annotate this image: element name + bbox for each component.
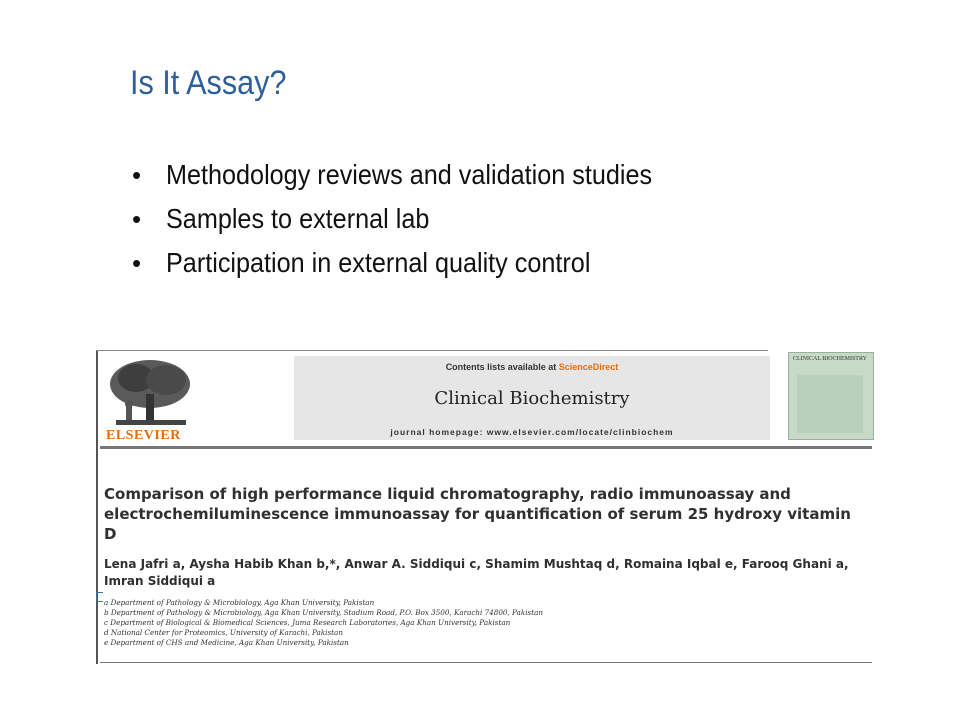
contents-line (294, 362, 770, 372)
journal-homepage: journal homepage: www.elsevier.com/locate/clinbiochem (390, 427, 674, 437)
journal-name: Clinical Biochemistry (434, 388, 630, 409)
bullet-item (130, 243, 706, 287)
affiliation-item: b Department of Pathology & Microbiology, Aga Khan University, Stadium Road, P.O. Box 3500, Karachi 74800, Pakistan (104, 608, 543, 617)
bullet-list (130, 155, 706, 287)
sciencedirect-link[interactable]: ScienceDirect (558, 362, 619, 372)
bullet-text: Samples to external lab (166, 203, 430, 234)
bullet-dot-icon: • (132, 204, 142, 234)
bracket-mark (96, 592, 103, 602)
bullet-dot-icon: • (132, 160, 142, 190)
bullet-text: Participation in external quality control (166, 247, 591, 278)
affiliation-item: c Department of Biological & Biomedical Sciences, Juma Research Laboratories, Aga Khan University, Pakistan (104, 618, 511, 627)
journal-cover-thumbnail (788, 352, 874, 440)
bullet-item (130, 199, 706, 243)
bullet-item (130, 155, 706, 199)
article-authors: Lena Jafri a, Aysha Habib Khan b,*, Anwar A. Siddiqui c, Shamim Mushtaq d, Romaina Iqbal e, Farooq Ghani a, Imran Siddiqui a (104, 557, 849, 588)
journal-article-image (96, 350, 876, 664)
elsevier-wordmark: ELSEVIER (106, 428, 181, 443)
cover-panel (797, 375, 863, 433)
slide-title: Is It Assay? (130, 64, 287, 102)
affiliation-item: a Department of Pathology & Microbiology, Aga Khan University, Pakistan (104, 598, 375, 607)
journal-title-box (294, 356, 770, 440)
bottom-rule (100, 662, 872, 663)
journal-header (98, 354, 770, 443)
article-title: Comparison of high performance liquid chromatography, radio immunoassay and electrochemiluminescence immunoassay for quantification of serum 25 hydroxy vitamin D (104, 485, 851, 543)
bullet-text: Methodology reviews and validation studies (166, 159, 653, 190)
affiliation-list (104, 598, 864, 648)
affiliation-item: e Department of CHS and Medicine, Aga Khan University, Pakistan (104, 638, 349, 647)
contents-prefix: Contents lists available at (445, 362, 557, 372)
header-rule (100, 446, 872, 449)
elsevier-tree-icon (106, 358, 194, 428)
elsevier-logo (102, 356, 196, 443)
cover-title: CLINICAL BIOCHEMISTRY (793, 356, 867, 362)
affiliation-item: d National Center for Proteomics, University of Karachi, Pakistan (104, 628, 343, 637)
bullet-dot-icon: • (132, 248, 142, 278)
image-top-border (96, 350, 768, 351)
